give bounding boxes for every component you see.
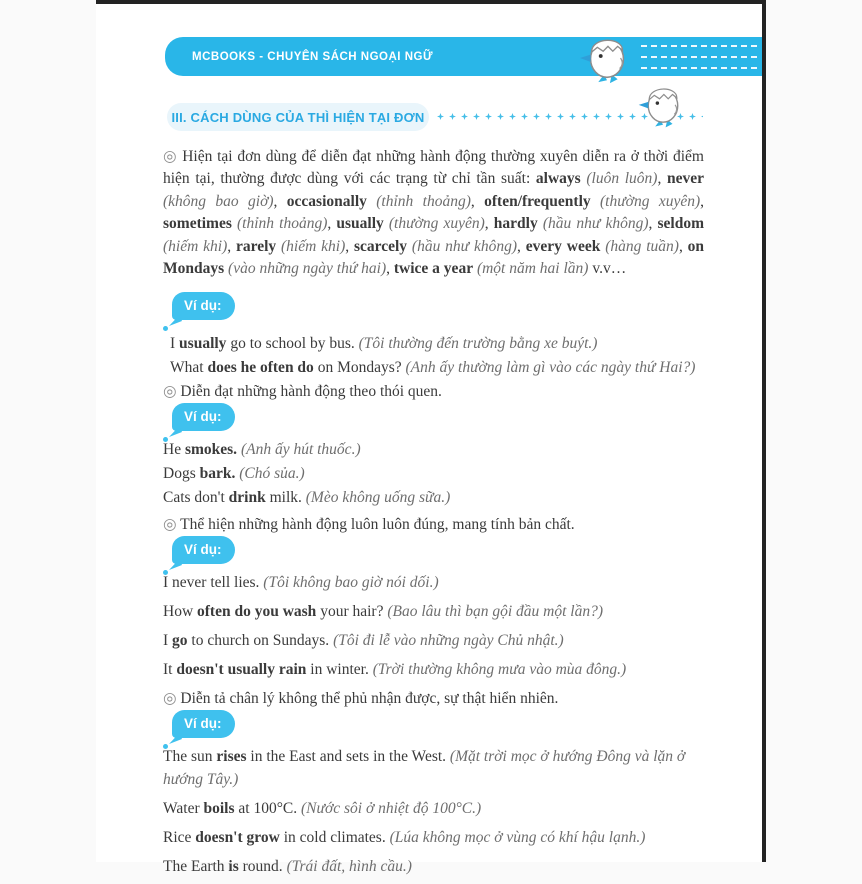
- body-text: Diễn đạt những hành động theo thói quen.: [180, 383, 442, 401]
- example-label: Ví dụ:: [184, 716, 222, 732]
- keyword-text: seldom: [657, 215, 704, 233]
- target-bullet-icon: ◎: [163, 148, 183, 165]
- keyword-text: on Mondays: [163, 237, 705, 278]
- usage-block: [163, 513, 704, 681]
- body-text: ,: [484, 215, 494, 233]
- translation-text: (Lúa không mọc ở vùng có khí hậu lạnh.): [389, 829, 646, 847]
- brand-title: MCBOOKS - CHUYÊN SÁCH NGOẠI NGỮ: [192, 50, 433, 63]
- example-sentence: [163, 658, 704, 681]
- body-text: Water: [163, 800, 204, 818]
- example-sentence: [163, 438, 704, 461]
- usage-block: [163, 380, 704, 509]
- translation-text: (hiếm khi): [276, 237, 346, 255]
- body-text: to church on Sundays.: [187, 632, 334, 650]
- translation-text: (hiếm khi): [163, 237, 228, 255]
- body-text: round.: [238, 858, 287, 876]
- example-bubble-row: [163, 536, 704, 564]
- chick-hatchling-icon: [637, 78, 689, 130]
- body-text: ,: [700, 192, 704, 210]
- example-speech-bubble: [172, 403, 235, 431]
- example-bubble-row: [163, 292, 704, 320]
- keyword-text: occasionally: [286, 192, 367, 210]
- translation-text: (Bao lâu thì bạn gội đầu một lần?): [387, 603, 604, 621]
- keyword-text: often/frequently: [484, 192, 591, 210]
- keyword-text: rarely: [235, 237, 277, 255]
- body-text: ,: [657, 170, 667, 188]
- target-bullet-icon: ◎: [163, 383, 181, 401]
- intro-paragraph: [163, 146, 704, 280]
- body-text: I never tell lies.: [163, 574, 264, 592]
- translation-text: (Tôi không bao giờ nói dối.): [263, 574, 439, 592]
- body-text: ,: [648, 215, 658, 233]
- chick-hatchling-icon: [578, 28, 636, 86]
- body-text: He: [163, 441, 185, 459]
- translation-text: (không bao giờ): [163, 192, 274, 210]
- body-text: How: [163, 603, 198, 621]
- translation-text: (hầu như không): [537, 215, 649, 233]
- translation-text: (luôn luôn): [580, 170, 658, 188]
- body-text: ,: [678, 237, 688, 255]
- body-text: Thể hiện những hành động luôn luôn đúng, mang tính bản chất.: [180, 516, 575, 534]
- body-text: The Earth: [163, 858, 229, 876]
- body-text: ,: [227, 237, 236, 255]
- example-sentence: [163, 797, 704, 820]
- body-text: Hiện tại đơn dùng để diễn đạt những hành động thường xuyên diễn ra ở thời điểm hiện tại, thường được dùng với các trạng từ chỉ tần suất:: [163, 148, 704, 188]
- keyword-text: smokes.: [184, 441, 238, 459]
- keyword-text: always: [535, 170, 581, 188]
- body-text: at 100°C.: [234, 800, 301, 818]
- body-text: I: [170, 335, 180, 353]
- keyword-text: never: [666, 170, 704, 188]
- brand-header-bar: [165, 37, 762, 76]
- translation-text: (Anh ấy hút thuốc.): [240, 441, 361, 459]
- body-text: v.v…: [588, 260, 627, 278]
- translation-text: (thường xuyên): [383, 215, 485, 233]
- example-sentence: [163, 356, 704, 379]
- body-text: milk.: [265, 489, 306, 507]
- example-speech-bubble: [172, 710, 235, 738]
- translation-text: (hầu như không): [407, 237, 518, 255]
- example-sentence: [163, 600, 704, 623]
- translation-text: (hàng tuần): [600, 237, 679, 255]
- translation-text: (Trái đất, hình cầu.): [286, 858, 412, 876]
- target-bullet-icon: ◎: [163, 516, 181, 534]
- keyword-text: doesn't usually rain: [176, 661, 307, 679]
- book-page: [96, 0, 766, 876]
- keyword-text: doesn't grow: [195, 829, 280, 847]
- body-text: ,: [517, 237, 526, 255]
- example-sentence: [163, 855, 704, 878]
- example-sentence: [163, 332, 704, 355]
- translation-text: (Mèo không uống sữa.): [305, 489, 451, 507]
- translation-text: (Anh ấy thường làm gì vào các ngày thứ Hai?): [405, 359, 696, 377]
- body-text: ,: [345, 237, 354, 255]
- lesson-content: [163, 146, 704, 884]
- translation-text: (Nước sôi ở nhiệt độ 100°C.): [301, 800, 482, 818]
- keyword-text: is: [228, 858, 239, 876]
- keyword-text: twice a year: [393, 260, 474, 278]
- body-text: in cold climates.: [279, 829, 390, 847]
- example-sentence: [163, 571, 704, 594]
- body-text: ,: [327, 215, 337, 233]
- usage-heading: [163, 687, 704, 710]
- body-text: What: [170, 359, 208, 377]
- keyword-text: hardly: [493, 215, 538, 233]
- body-text: in winter.: [306, 661, 373, 679]
- translation-text: (Trời thường không mưa vào mùa đông.): [372, 661, 627, 679]
- example-label: Ví dụ:: [184, 298, 222, 314]
- example-bubble-row: [163, 710, 704, 738]
- keyword-text: usually: [336, 215, 384, 233]
- dashed-line-decoration: [641, 67, 757, 69]
- keyword-text: boils: [203, 800, 235, 818]
- keyword-text: usually: [179, 335, 227, 353]
- keyword-text: drink: [228, 489, 266, 507]
- body-text: Rice: [163, 829, 196, 847]
- keyword-text: often do you wash: [197, 603, 317, 621]
- keyword-text: scarcely: [353, 237, 408, 255]
- body-text: Diễn tả chân lý không thể phủ nhận được, sự thật hiển nhiên.: [180, 690, 559, 708]
- body-text: It: [163, 661, 177, 679]
- target-bullet-icon: ◎: [163, 690, 181, 708]
- example-sentence: [163, 462, 704, 485]
- body-text: Dogs: [163, 465, 200, 483]
- example-label: Ví dụ:: [184, 542, 222, 558]
- dashed-line-decoration: [641, 45, 757, 47]
- example-bubble-row: [163, 403, 704, 431]
- body-text: The sun: [163, 748, 217, 766]
- usage-heading: [163, 513, 704, 536]
- body-text: go to school by bus.: [226, 335, 359, 353]
- usage-heading: [163, 380, 704, 403]
- translation-text: (Chó sủa.): [239, 465, 305, 483]
- keyword-text: go: [172, 632, 188, 650]
- section-title: III. CÁCH DÙNG CỦA THÌ HIỆN TẠI ĐƠN: [171, 109, 425, 125]
- translation-text: (thỉnh thoảng): [366, 192, 471, 210]
- body-text: ,: [386, 260, 394, 278]
- keyword-text: does he often do: [207, 359, 314, 377]
- translation-text: (vào những ngày thứ hai): [224, 260, 387, 278]
- body-text: I: [163, 632, 173, 650]
- translation-text: (Tôi đi lễ vào những ngày Chủ nhật.): [333, 632, 564, 650]
- keyword-text: bark.: [199, 465, 236, 483]
- translation-text: (Tôi thường đến trường bằng xe buýt.): [358, 335, 598, 353]
- translation-text: (thường xuyên): [590, 192, 701, 210]
- keyword-text: sometimes: [163, 215, 232, 233]
- example-speech-bubble: [172, 536, 235, 564]
- body-text: ,: [470, 192, 485, 210]
- body-text: Cats don't: [163, 489, 229, 507]
- translation-text: (một năm hai lần): [473, 260, 589, 278]
- keyword-text: rises: [216, 748, 247, 766]
- usage-block: [163, 292, 704, 379]
- example-label: Ví dụ:: [184, 409, 222, 425]
- body-text: on Mondays?: [313, 359, 406, 377]
- example-sentence: [163, 745, 704, 791]
- example-sentence: [163, 486, 704, 509]
- section-title-pill: [167, 103, 429, 131]
- dashed-line-decoration: [641, 56, 757, 58]
- translation-text: (Mặt trời mọc ở hướng Đông và lặn ở hướng Tây.): [163, 748, 686, 789]
- example-sentence: [163, 826, 704, 849]
- example-speech-bubble: [172, 292, 235, 320]
- body-text: your hair?: [316, 603, 388, 621]
- example-sentence: [163, 629, 704, 652]
- usage-block: [163, 687, 704, 878]
- translation-text: (thỉnh thoảng): [231, 215, 328, 233]
- body-text: ,: [273, 192, 287, 210]
- keyword-text: every week: [525, 237, 601, 255]
- body-text: in the East and sets in the West.: [246, 748, 450, 766]
